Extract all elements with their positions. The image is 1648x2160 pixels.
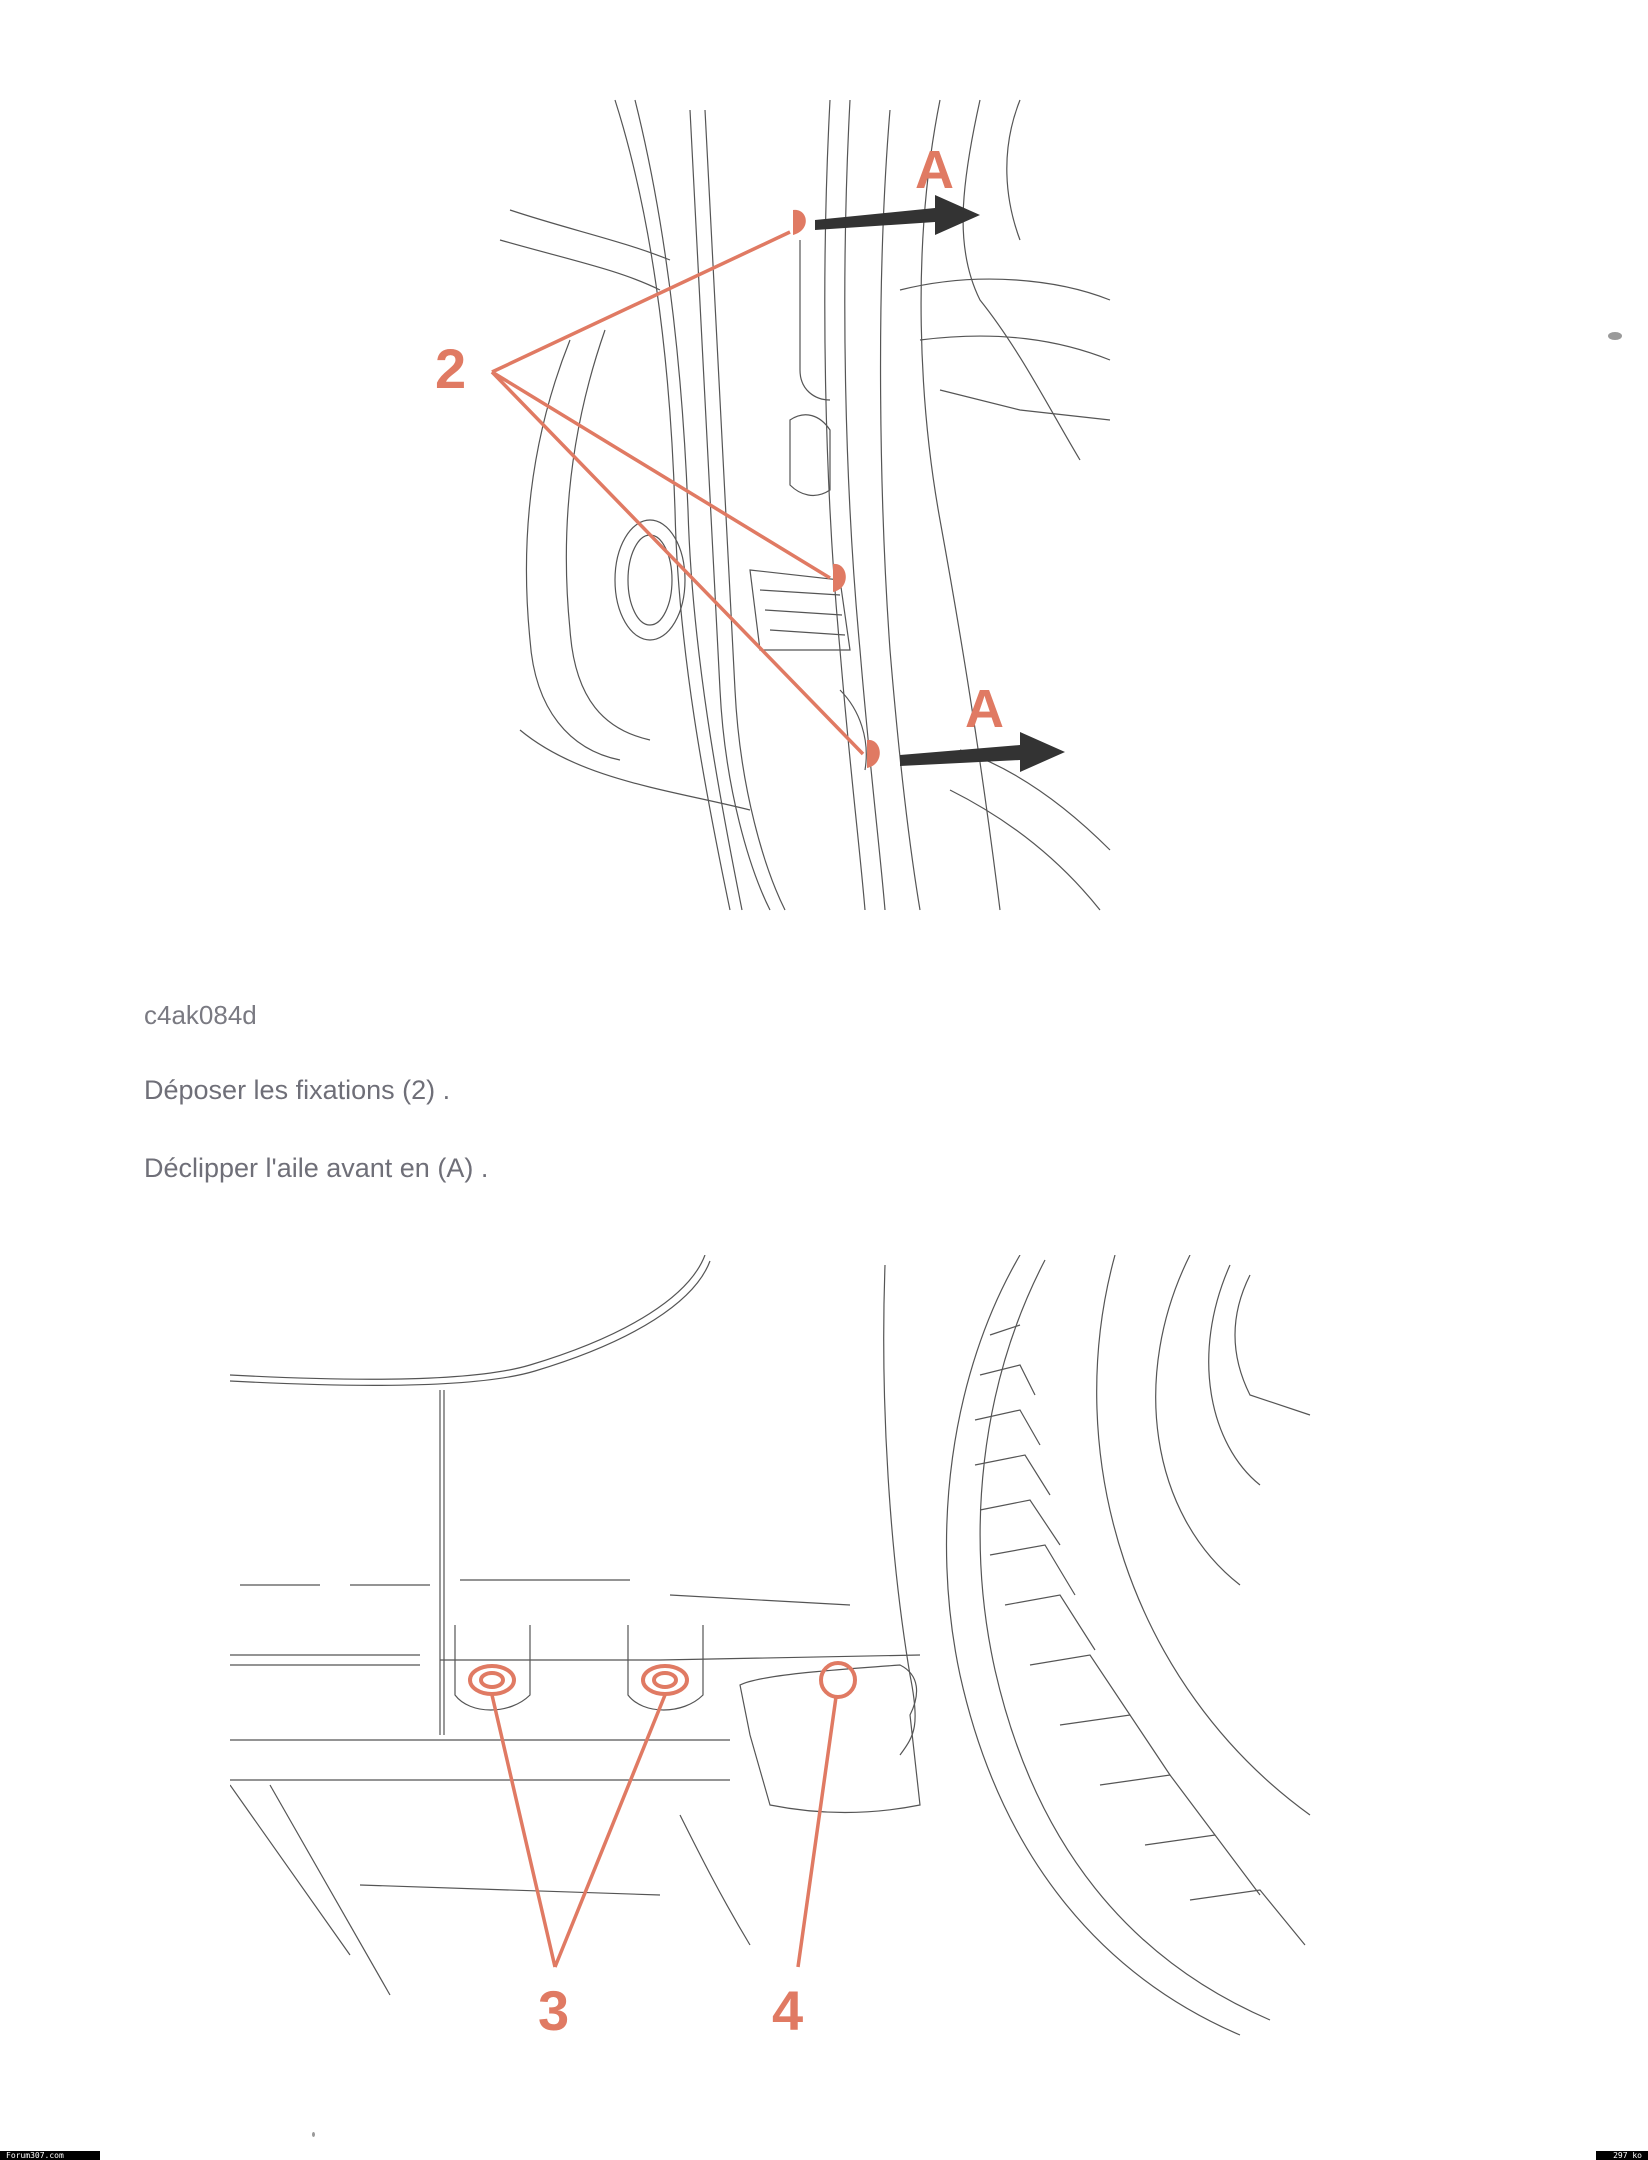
callout-4: 4 [772, 1979, 804, 2042]
instruction-step-1: Déposer les fixations (2) . [144, 1075, 451, 1105]
fastener-ring [643, 1666, 687, 1694]
callout-2: 2 [435, 337, 467, 400]
figure-reference-code: c4ak084d [144, 1000, 257, 1030]
callout-3: 3 [538, 1979, 570, 2042]
scan-speck [1608, 332, 1622, 340]
wheel-arch-fastener-diagram [230, 1255, 1410, 2075]
scan-speck [312, 2132, 315, 2137]
callout-a-bottom: A [965, 679, 1004, 739]
fastener-dot [867, 740, 880, 768]
callout-a-top: A [915, 140, 954, 200]
fastener-dot [833, 564, 846, 592]
arrow-a-top [815, 195, 980, 235]
wheel-arch-line-drawing [230, 1255, 1310, 2035]
instruction-step-2: Déclipper l'aile avant en (A) . [144, 1153, 489, 1183]
footer-size-label: 297 ko [1596, 2151, 1648, 2160]
fender-clip-diagram [420, 90, 1120, 930]
fastener-dot [793, 210, 806, 235]
leader-lines [492, 232, 863, 754]
fastener-ring [470, 1666, 514, 1694]
leader-lines [492, 1695, 836, 1967]
footer-source-label: Forum307.com [0, 2151, 100, 2160]
fastener-hole [821, 1663, 855, 1697]
